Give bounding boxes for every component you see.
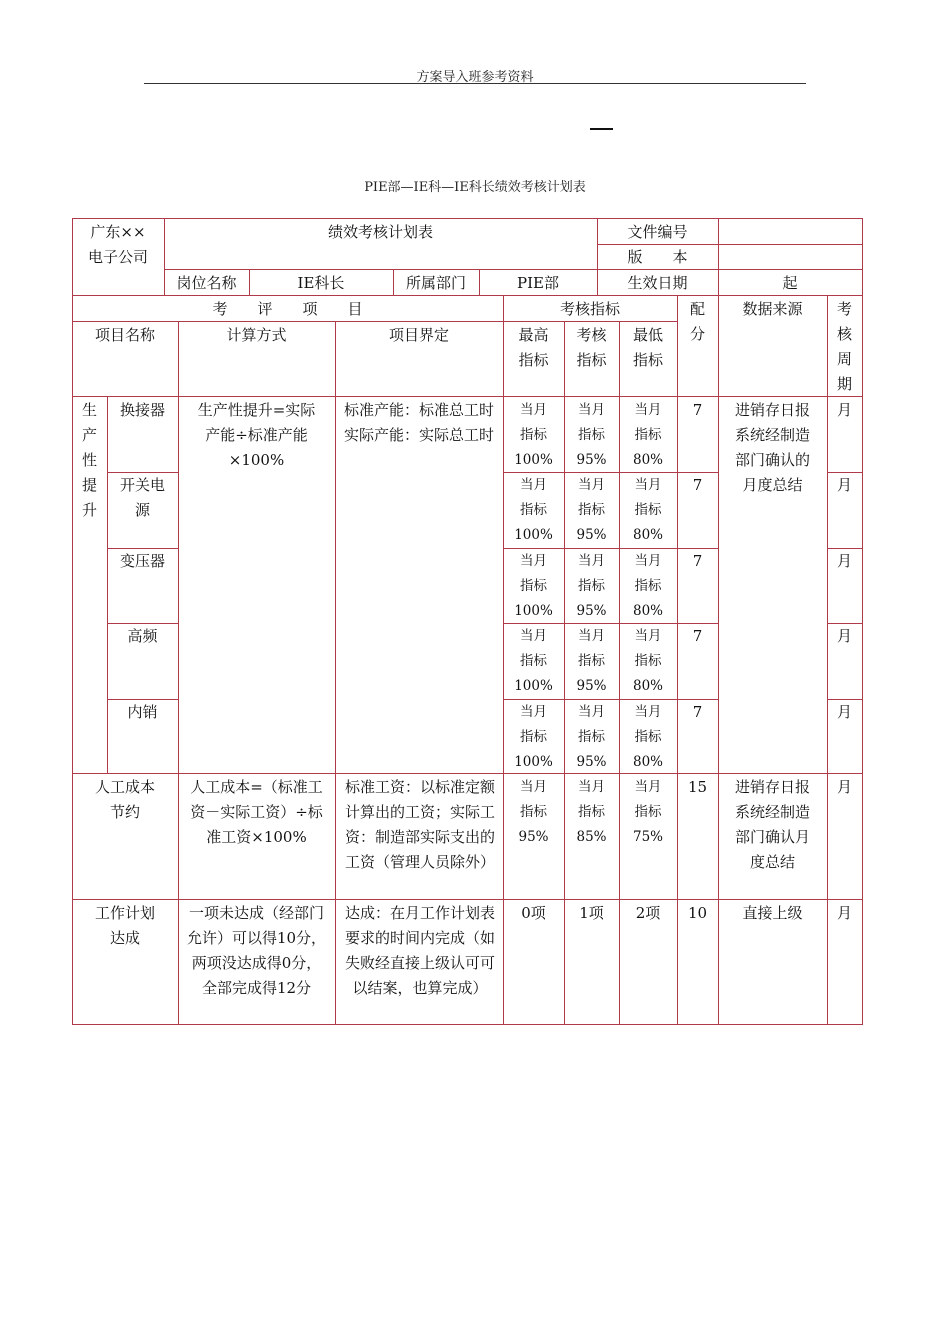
header-target: 考核 指标 bbox=[576, 326, 607, 369]
grid-line bbox=[677, 295, 678, 1025]
productivity-row-max: 当月 指标 100% bbox=[514, 553, 553, 619]
grid-line bbox=[827, 472, 863, 473]
labor-cost-min: 当月 指标 75% bbox=[632, 779, 663, 845]
productivity-row-target: 当月 指标 95% bbox=[576, 402, 607, 468]
grid-line bbox=[107, 623, 179, 624]
grid-line bbox=[72, 295, 863, 296]
productivity-calc: 生产性提升=实际产能÷标准产能×100% bbox=[197, 401, 316, 469]
grid-line bbox=[503, 699, 719, 700]
position-label: 岗位名称 bbox=[176, 274, 237, 292]
grid-line bbox=[72, 396, 863, 397]
grid-line bbox=[164, 218, 165, 296]
grid-line bbox=[178, 396, 179, 1025]
productivity-row-target: 当月 指标 95% bbox=[576, 477, 607, 543]
productivity-row-weight: 7 bbox=[692, 627, 703, 645]
productivity-row-min: 当月 指标 80% bbox=[632, 704, 663, 770]
work-plan-min: 2项 bbox=[635, 904, 661, 922]
labor-cost-calc: 人工成本=（标准工资－实际工资）÷标准工资×100% bbox=[190, 778, 323, 846]
dash-mark bbox=[590, 128, 613, 130]
work-plan-target: 1项 bbox=[579, 904, 604, 922]
grid-line bbox=[393, 269, 394, 296]
form-name: 绩效考核计划表 bbox=[327, 223, 433, 241]
productivity-row-max: 当月 指标 100% bbox=[514, 704, 553, 770]
grid-line bbox=[503, 623, 719, 624]
grid-line bbox=[718, 295, 719, 1025]
productivity-row-max: 当月 指标 100% bbox=[514, 477, 553, 543]
grid-line bbox=[718, 218, 719, 296]
productivity-row-name: 变压器 bbox=[119, 552, 165, 570]
doc-no-label: 文件编号 bbox=[627, 223, 688, 241]
grid-line bbox=[249, 269, 250, 296]
grid-line bbox=[335, 396, 336, 1025]
work-plan-definition: 达成：在月工作计划表要求的时间内完成（如失败经直接上级认可可以结案，也算完成） bbox=[344, 904, 495, 997]
productivity-row-weight: 7 bbox=[692, 703, 703, 721]
effective-label: 生效日期 bbox=[627, 274, 688, 292]
grid-line bbox=[479, 269, 480, 296]
grid-line bbox=[72, 1024, 863, 1025]
productivity-row-period: 月 bbox=[836, 627, 852, 645]
labor-cost-max: 当月 指标 95% bbox=[518, 779, 549, 845]
labor-cost-period: 月 bbox=[836, 778, 852, 796]
grid-line bbox=[827, 548, 863, 549]
productivity-row-weight: 7 bbox=[692, 552, 703, 570]
productivity-row-min: 当月 指标 80% bbox=[632, 553, 663, 619]
grid-line bbox=[564, 321, 565, 1025]
productivity-row-min: 当月 指标 80% bbox=[632, 402, 663, 468]
grid-line bbox=[597, 244, 863, 245]
header-items: 考 评 项 目 bbox=[212, 300, 363, 318]
grid-line bbox=[597, 218, 598, 296]
productivity-row-period: 月 bbox=[836, 552, 852, 570]
grid-line bbox=[335, 321, 336, 397]
grid-line bbox=[72, 773, 863, 774]
productivity-row-period: 月 bbox=[836, 703, 852, 721]
productivity-row-weight: 7 bbox=[692, 401, 703, 419]
header-min: 最低 指标 bbox=[632, 326, 663, 369]
grid-line bbox=[107, 699, 179, 700]
work-plan-source: 直接上级 bbox=[742, 904, 803, 922]
header-weight: 配 分 bbox=[689, 300, 705, 343]
productivity-row-min: 当月 指标 80% bbox=[632, 477, 663, 543]
header-max: 最高 指标 bbox=[518, 326, 549, 369]
grid-line bbox=[503, 472, 719, 473]
dept-label: 所属部门 bbox=[405, 274, 466, 292]
header-indicators: 考核指标 bbox=[559, 300, 620, 318]
productivity-group-label: 生 产 性 提 升 bbox=[81, 401, 97, 519]
grid-line bbox=[827, 699, 863, 700]
header-rule bbox=[144, 83, 806, 84]
labor-cost-weight: 15 bbox=[687, 778, 708, 796]
productivity-row-target: 当月 指标 95% bbox=[576, 704, 607, 770]
productivity-row-max: 当月 指标 100% bbox=[514, 402, 553, 468]
grid-line bbox=[619, 321, 620, 1025]
productivity-row-weight: 7 bbox=[692, 476, 703, 494]
page-header-text: 方案导入班参考资料 bbox=[416, 70, 534, 85]
work-plan-calc: 一项未达成（经部门允许）可以得10分，两项没达成得0分，全部完成得12分 bbox=[186, 904, 327, 997]
grid-line bbox=[503, 295, 504, 1025]
header-definition: 项目界定 bbox=[388, 326, 449, 344]
grid-line bbox=[72, 899, 863, 900]
header-item-name: 项目名称 bbox=[94, 326, 155, 344]
labor-cost-definition: 标准工资：以标准定额计算出的工资；实际工资：制造部实际支出的工资（管理人员除外） bbox=[344, 778, 495, 871]
grid-line bbox=[178, 321, 179, 397]
work-plan-name: 工作计划 达成 bbox=[94, 904, 155, 947]
effective-value: 起 bbox=[782, 274, 798, 292]
work-plan-max: 0项 bbox=[521, 904, 546, 922]
labor-cost-name: 人工成本 节约 bbox=[94, 778, 155, 821]
productivity-row-name: 高频 bbox=[127, 627, 158, 645]
grid-line bbox=[107, 396, 108, 774]
grid-line bbox=[107, 548, 179, 549]
productivity-row-min: 当月 指标 80% bbox=[632, 628, 663, 694]
productivity-row-name: 内销 bbox=[127, 703, 158, 721]
version-label: 版 本 bbox=[627, 248, 688, 266]
grid-line bbox=[862, 218, 863, 1025]
grid-line bbox=[72, 218, 863, 219]
grid-line bbox=[827, 295, 828, 1025]
grid-line bbox=[503, 548, 719, 549]
productivity-row-target: 当月 指标 95% bbox=[576, 553, 607, 619]
grid-line bbox=[827, 623, 863, 624]
grid-line bbox=[72, 321, 678, 322]
productivity-definition: 标准产能：标准总工时 实际产能：实际总工时 bbox=[343, 401, 494, 444]
header-calc: 计算方式 bbox=[226, 326, 287, 344]
work-plan-period: 月 bbox=[836, 904, 852, 922]
company-name: 广东×× 电子公司 bbox=[87, 223, 148, 266]
labor-cost-target: 当月 指标 85% bbox=[576, 779, 607, 845]
productivity-row-period: 月 bbox=[836, 401, 852, 419]
grid-line bbox=[72, 218, 73, 1025]
header-period: 考 核 周 期 bbox=[836, 300, 852, 393]
productivity-row-period: 月 bbox=[836, 476, 852, 494]
grid-line bbox=[107, 472, 179, 473]
productivity-row-target: 当月 指标 95% bbox=[576, 628, 607, 694]
work-plan-weight: 10 bbox=[687, 904, 708, 922]
position-value: IE科长 bbox=[297, 274, 345, 292]
productivity-row-name: 开关电 源 bbox=[119, 476, 165, 519]
document-title: PIE部—IE科—IE科长绩效考核计划表 bbox=[364, 180, 586, 195]
productivity-row-name: 换接器 bbox=[119, 401, 165, 419]
productivity-source: 进销存日报系统经制造部门确认的月度总结 bbox=[734, 401, 810, 494]
header-source: 数据来源 bbox=[742, 300, 803, 318]
labor-cost-source: 进销存日报系统经制造部门确认月度总结 bbox=[734, 778, 810, 871]
productivity-row-max: 当月 指标 100% bbox=[514, 628, 553, 694]
grid-line bbox=[164, 269, 863, 270]
dept-value: PIE部 bbox=[517, 274, 559, 292]
